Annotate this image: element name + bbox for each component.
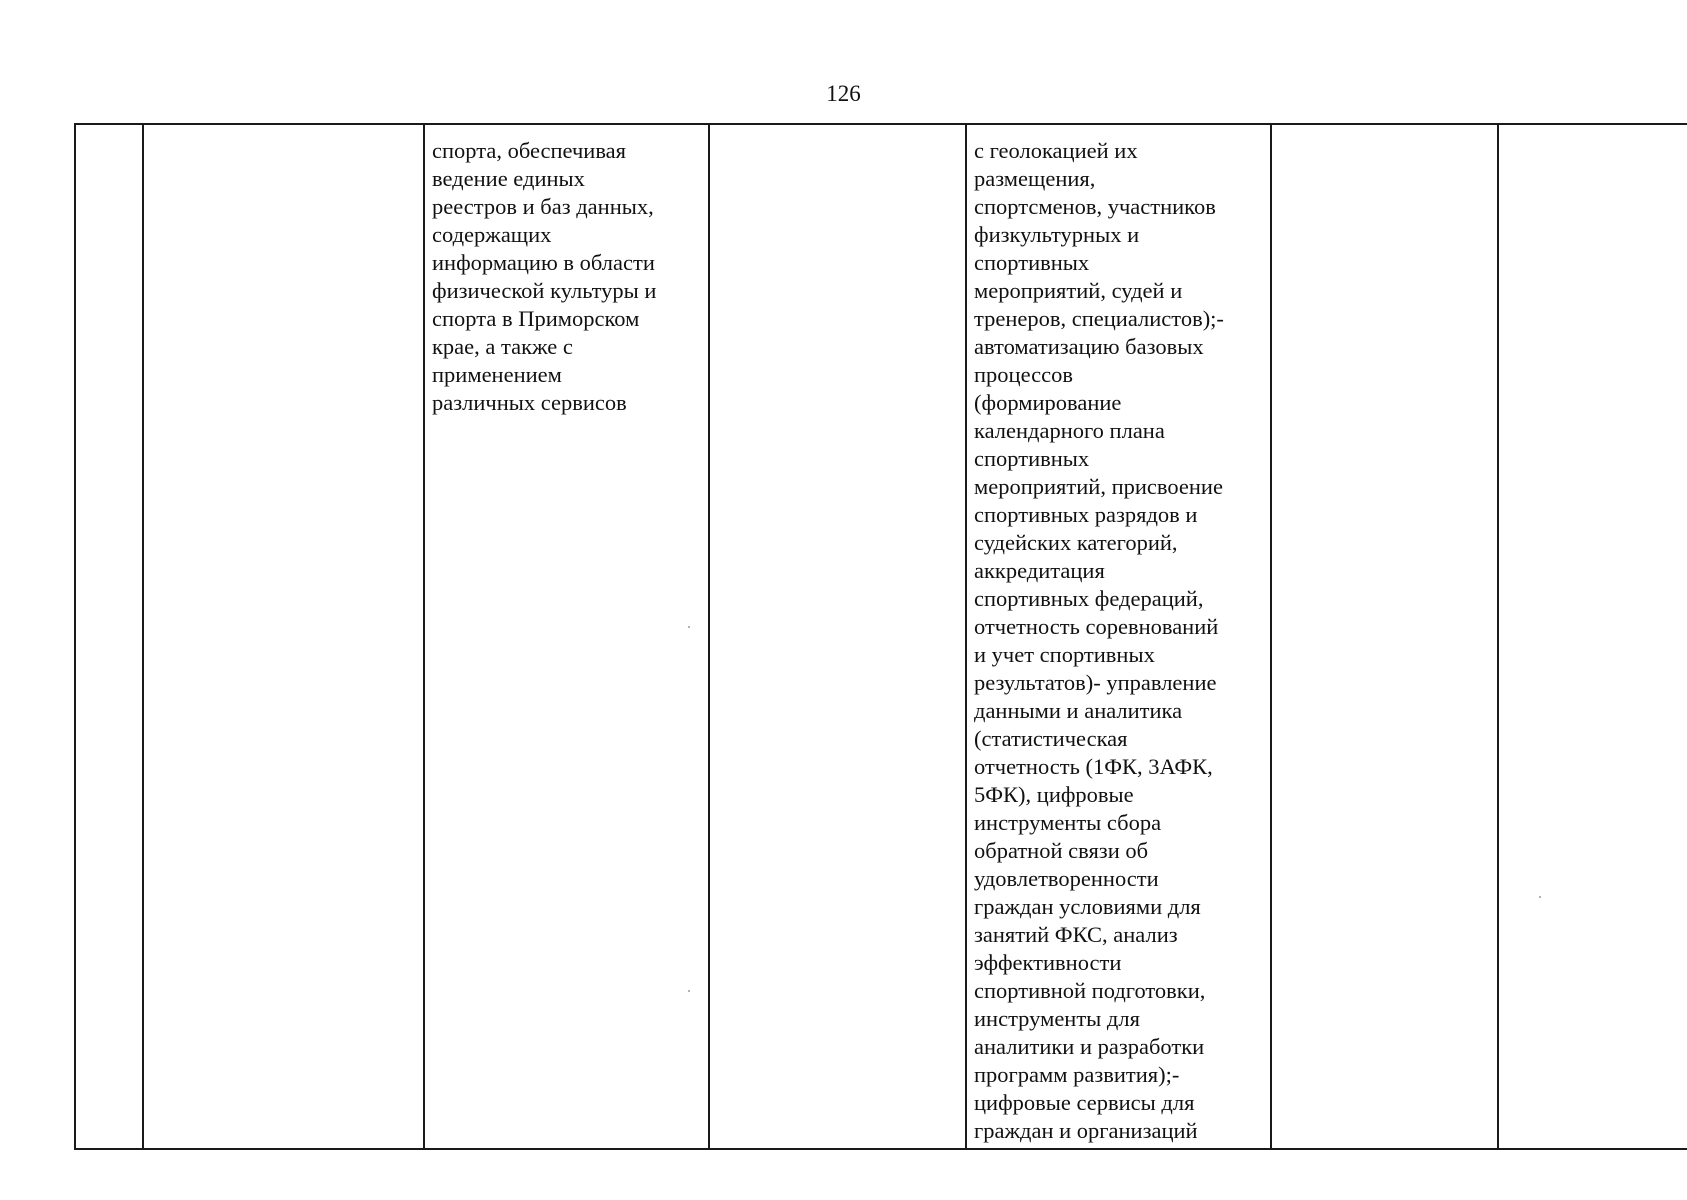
text-line: спортивных — [974, 250, 1090, 275]
text-line: автоматизацию базовых — [974, 334, 1204, 359]
text-line: отчетность (1ФК, 3АФК, — [974, 754, 1213, 779]
text-line: спортивных разрядов и — [974, 502, 1198, 527]
page-number: 126 — [826, 81, 861, 106]
text-line: судейских категорий, — [974, 530, 1178, 555]
text-line: мероприятий, присвоение — [974, 474, 1223, 499]
text-line: инструменты для — [974, 1006, 1140, 1031]
text-line: занятий ФКС, анализ — [974, 922, 1178, 947]
text-line: крае, а также с — [432, 334, 573, 359]
text-line: обратной связи об — [974, 838, 1149, 863]
text-line: и учет спортивных — [974, 642, 1155, 667]
table-cell-col7 — [1498, 124, 1687, 1149]
text-line: данными и аналитика — [974, 698, 1183, 723]
text-line: с геолокацией их — [974, 138, 1138, 163]
table-row — [75, 124, 1687, 1149]
text-line: инструменты сбора — [974, 810, 1162, 835]
text-line: спорта, обеспечивая — [432, 138, 626, 163]
text-line: 5ФК), цифровые — [974, 782, 1134, 807]
text-line: спортсменов, участников — [974, 194, 1216, 219]
text-line: различных сервисов — [432, 390, 627, 415]
text-line: цифровые сервисы для — [974, 1090, 1195, 1115]
table-cell-col1 — [75, 124, 143, 1149]
text-line: (статистическая — [974, 726, 1128, 751]
text-line: спортивных — [974, 446, 1090, 471]
text-line: размещения, — [974, 166, 1096, 191]
text-line: аккредитация — [974, 558, 1105, 583]
text-line: аналитики и разработки — [974, 1034, 1205, 1059]
text-line: ведение единых — [432, 166, 585, 191]
text-line: отчетность соревнований — [974, 614, 1219, 639]
scan-speck — [688, 990, 690, 992]
col3-text-block — [432, 137, 700, 417]
text-line: результатов)- управление — [974, 670, 1217, 695]
table-cell-col4 — [709, 124, 966, 1149]
text-line: (формирование — [974, 390, 1122, 415]
scan-speck — [1539, 896, 1541, 898]
text-line: граждан условиями для — [974, 894, 1201, 919]
text-line: спорта в Приморском — [432, 306, 640, 331]
text-line: применением — [432, 362, 562, 387]
text-line: удовлетворенности — [974, 866, 1159, 891]
text-line: мероприятий, судей и — [974, 278, 1183, 303]
col5-text-block — [974, 137, 1262, 1145]
table-cell-col6 — [1271, 124, 1498, 1149]
document-table — [74, 123, 1687, 1150]
text-line: физкультурных и — [974, 222, 1140, 247]
text-line: граждан и организаций — [974, 1118, 1198, 1143]
text-line: процессов — [974, 362, 1073, 387]
table-cell-col2 — [143, 124, 424, 1149]
text-line: содержащих — [432, 222, 552, 247]
text-line: физической культуры и — [432, 278, 657, 303]
text-line: спортивной подготовки, — [974, 978, 1206, 1003]
scan-speck — [688, 626, 690, 628]
table-cell-col5 — [966, 124, 1271, 1149]
text-line: информацию в области — [432, 250, 655, 275]
text-line: спортивных федераций, — [974, 586, 1204, 611]
table-cell-col3 — [424, 124, 709, 1149]
text-line: реестров и баз данных, — [432, 194, 654, 219]
text-line: тренеров, специалистов);- — [974, 306, 1224, 331]
text-line: программ развития);- — [974, 1062, 1180, 1087]
text-line: эффективности — [974, 950, 1122, 975]
text-line: календарного плана — [974, 418, 1165, 443]
